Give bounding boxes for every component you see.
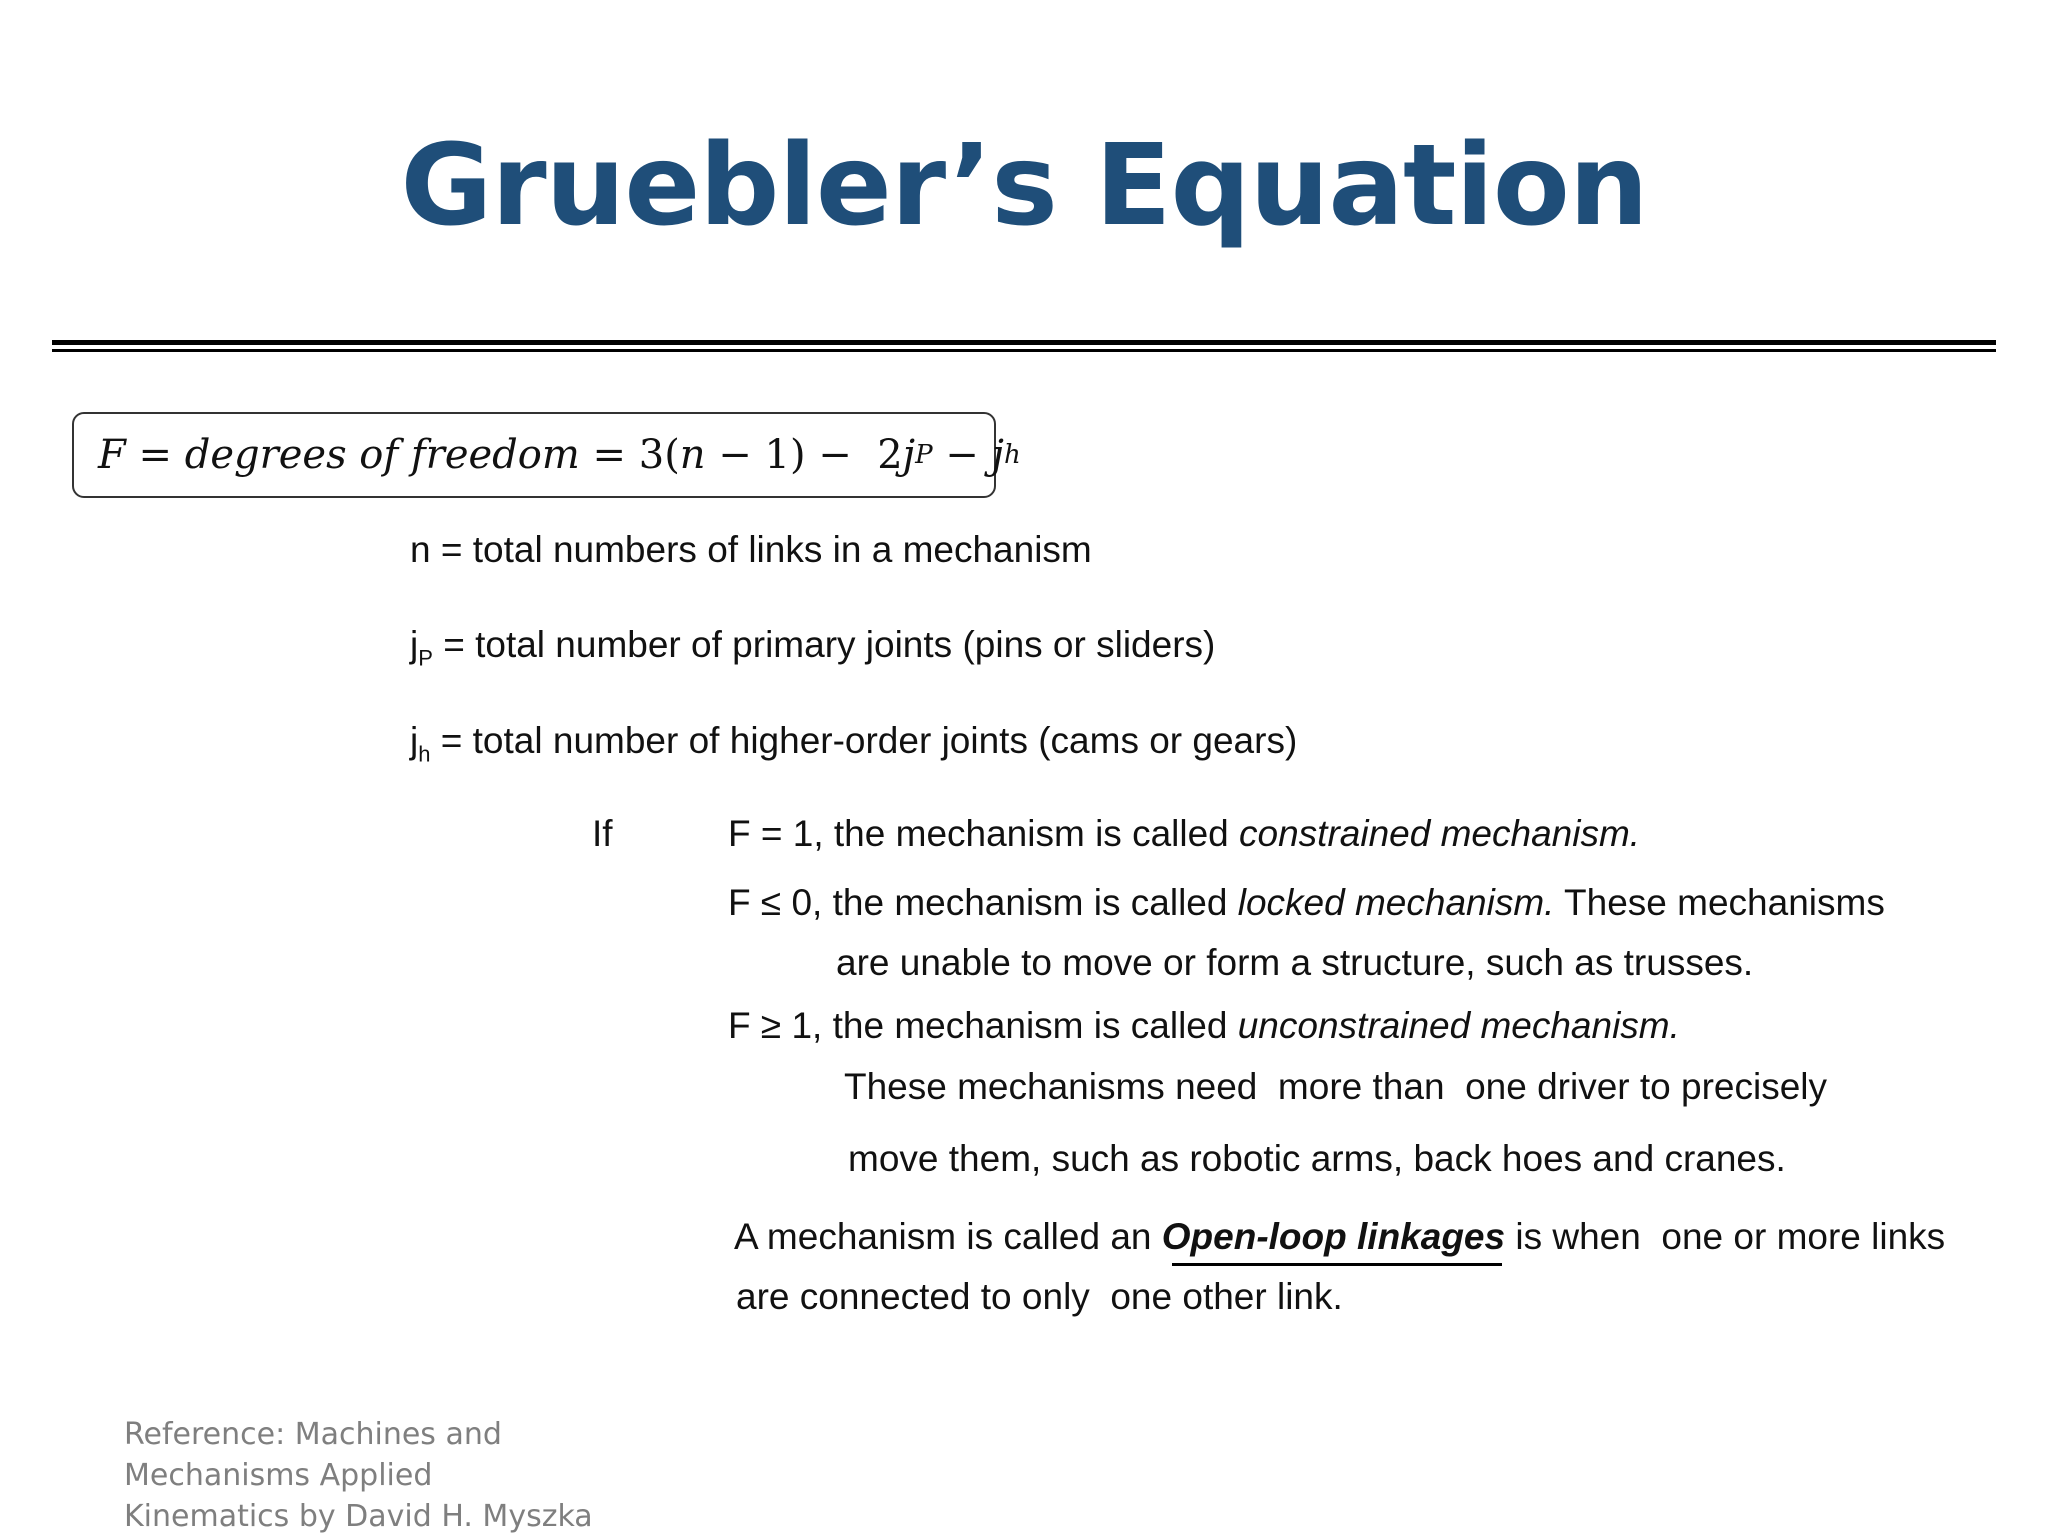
reference-note [124, 1414, 644, 1536]
condition-constrained-term: constrained mechanism. [1239, 813, 1641, 854]
slide-title: Gruebler’s Equation [400, 121, 1648, 251]
formula-p-subscript: P [915, 440, 933, 470]
title-divider-thin [52, 349, 1996, 352]
condition-constrained [728, 815, 1640, 852]
condition-unconstrained-line3: move them, such as robotic arms, back hoes and cranes. [848, 1138, 1786, 1179]
reference-line-2: Mechanisms Applied [124, 1458, 433, 1493]
definition-jp [410, 626, 1215, 669]
formula-equals-2: = 3( [579, 432, 680, 478]
definition-jp-subscript: P [418, 645, 433, 671]
open-loop-underline [1172, 1263, 1502, 1266]
definition-jp-text: = total number of primary joints (pins or sliders) [432, 624, 1216, 665]
condition-locked-term: locked mechanism. [1237, 882, 1555, 923]
definition-n: n = total numbers of links in a mechanism [410, 529, 1092, 570]
definition-jh-text: = total number of higher-order joints (cams or gears) [430, 720, 1298, 761]
if-label: If [592, 813, 613, 854]
title-divider-thick [52, 340, 1996, 345]
gruebler-formula-box [72, 412, 1021, 498]
condition-unconstrained-prefix: F ≥ 1, the mechanism is called [728, 1005, 1238, 1046]
condition-unconstrained-term: unconstrained mechanism. [1237, 1005, 1680, 1046]
condition-locked [728, 884, 1885, 921]
open-loop-definition [734, 1218, 1945, 1255]
formula-minus-2: − [932, 432, 992, 478]
open-loop-prefix: A mechanism is called an [734, 1216, 1162, 1257]
definition-jh [410, 722, 1297, 765]
condition-unconstrained [728, 1007, 1680, 1044]
formula-j-primary: j [902, 432, 916, 478]
formula-dof: degrees of freedom [184, 432, 580, 478]
formula-f: F [98, 432, 126, 478]
open-loop-suffix: is when one or more links [1505, 1216, 1946, 1257]
condition-unconstrained-line2: These mechanisms need more than one driver to precisely [844, 1066, 1828, 1107]
condition-constrained-prefix: F = 1, the mechanism is called [728, 813, 1240, 854]
open-loop-line2: are connected to only one other link. [736, 1276, 1343, 1317]
formula-h-subscript: h [1003, 440, 1021, 470]
reference-line-1: Reference: Machines and [124, 1417, 502, 1452]
formula-equals-1: = [125, 432, 185, 478]
condition-locked-suffix: These mechanisms [1554, 882, 1885, 923]
formula-minus-1: − 1) − 2 [705, 432, 903, 478]
condition-locked-prefix: F ≤ 0, the mechanism is called [728, 882, 1238, 923]
open-loop-term: Open-loop linkages [1161, 1216, 1506, 1257]
definition-jh-subscript: h [418, 741, 431, 767]
condition-locked-line2: are unable to move or form a structure, such as trusses. [836, 942, 1754, 983]
reference-line-3: Kinematics by David H. Myszka [124, 1499, 593, 1534]
definition-jp-symbol: j [410, 624, 419, 665]
formula-n: n [679, 432, 706, 478]
definition-jh-symbol: j [410, 720, 419, 761]
formula-j-higher: j [991, 432, 1004, 478]
